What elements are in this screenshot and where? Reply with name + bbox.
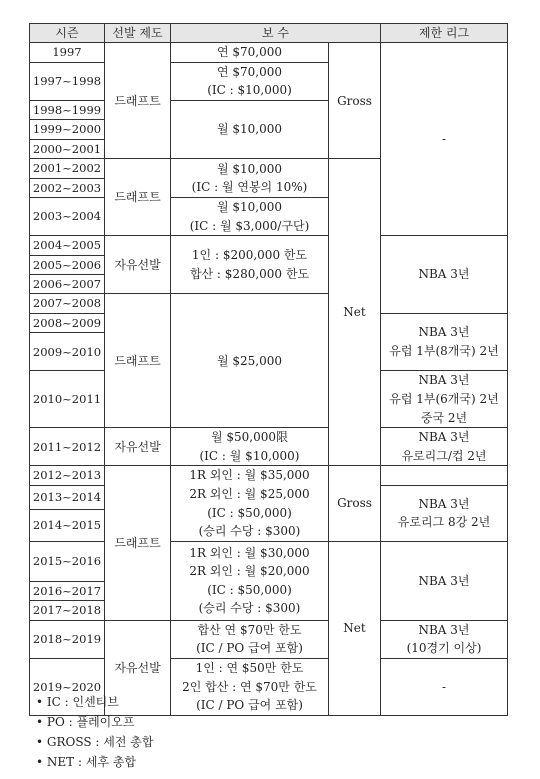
pay-cell: 월 $25,000 xyxy=(171,294,329,428)
season-cell: 2004~2005 xyxy=(30,236,105,255)
season-cell: 2016~2017 xyxy=(30,581,105,600)
season-cell: 1997~1998 xyxy=(30,62,105,100)
season-cell: 2013~2014 xyxy=(30,485,105,509)
footnote-net: • NET : 세후 총합 xyxy=(36,752,153,772)
table-row xyxy=(30,620,508,658)
league-cell: NBA 3년 xyxy=(381,236,508,314)
league-cell: NBA 3년 유럽 1부(6개국) 2년 중국 2년 xyxy=(381,371,508,428)
season-cell: 2005~2006 xyxy=(30,255,105,274)
footnote-po: • PO : 플레이오프 xyxy=(36,712,153,732)
league-cell: NBA 3년 xyxy=(381,541,508,620)
table-row xyxy=(30,466,508,485)
pay-cell: 1R 외인 : 월 $35,000 2R 외인 : 월 $25,000 (IC : $50,000) (승리 수당 : $300) xyxy=(171,466,329,541)
league-cell: NBA 3년 유럽 1부(8개국) 2년 xyxy=(381,313,508,370)
season-cell: 2015~2016 xyxy=(30,541,105,581)
draft-cell: 드래프트 xyxy=(105,466,171,620)
header-league: 제한 리그 xyxy=(381,24,508,43)
footnote-ic: • IC : 인센티브 xyxy=(36,692,153,712)
league-cell: - xyxy=(381,43,508,236)
table-row xyxy=(30,236,508,255)
pay-cell: 합산 연 $70만 한도 (IC / PO 급여 포함) xyxy=(171,620,329,658)
draft-cell: 자유선발 xyxy=(105,428,171,466)
league-cell: NBA 3년 유로리그/컵 2년 xyxy=(381,428,508,466)
season-cell: 2008~2009 xyxy=(30,313,105,332)
season-cell: 2010~2011 xyxy=(30,371,105,428)
season-cell: 2002~2003 xyxy=(30,178,105,197)
pay-type-cell: Net xyxy=(329,541,381,715)
league-cell xyxy=(381,466,508,485)
season-cell: 2018~2019 xyxy=(30,620,105,658)
pay-cell: 월 $10,000 (IC : 월 $3,000/구단) xyxy=(171,198,329,236)
season-cell: 2000~2001 xyxy=(30,139,105,158)
pay-cell: 1인 : 연 $50만 한도 2인 합산 : 연 $70만 한도 (IC / PO 급여 포함) xyxy=(171,658,329,715)
pay-type-cell: Gross xyxy=(329,466,381,541)
draft-cell: 드래프트 xyxy=(105,294,171,428)
draft-cell: 드래프트 xyxy=(105,43,171,159)
season-cell: 2001~2002 xyxy=(30,159,105,178)
season-cell: 1997 xyxy=(30,43,105,62)
season-cell: 2014~2015 xyxy=(30,509,105,541)
season-cell: 1999~2000 xyxy=(30,120,105,139)
pay-cell: 월 $50,000限 (IC : 월 $10,000) xyxy=(171,428,329,466)
header-pay: 보 수 xyxy=(171,24,381,43)
pay-cell: 월 $10,000 xyxy=(171,101,329,159)
table-row xyxy=(30,541,508,581)
pay-type-cell: Gross xyxy=(329,43,381,159)
foreign-player-rules-table xyxy=(29,23,508,716)
header-season: 시즌 xyxy=(30,24,105,43)
season-cell: 2009~2010 xyxy=(30,333,105,371)
season-cell: 2019~2020 xyxy=(30,658,105,715)
footnotes xyxy=(36,692,153,772)
pay-cell: 연 $70,000 xyxy=(171,43,329,62)
league-cell: NBA 3년 유로리그 8강 2년 xyxy=(381,485,508,541)
league-cell: - xyxy=(381,658,508,715)
pay-type-cell: Net xyxy=(329,159,381,466)
pay-cell: 1인 : $200,000 한도 합산 : $280,000 한도 xyxy=(171,236,329,294)
season-cell: 2007~2008 xyxy=(30,294,105,313)
draft-cell: 자유선발 xyxy=(105,620,171,715)
table-row xyxy=(30,43,508,62)
season-cell: 1998~1999 xyxy=(30,101,105,120)
draft-cell: 드래프트 xyxy=(105,159,171,236)
pay-cell: 1R 외인 : 월 $30,000 2R 외인 : 월 $20,000 (IC : $50,000) (승리 수당 : $300) xyxy=(171,541,329,620)
draft-cell: 자유선발 xyxy=(105,236,171,294)
pay-cell: 월 $10,000 (IC : 월 연봉의 10%) xyxy=(171,159,329,198)
league-cell: NBA 3년 (10경기 이상) xyxy=(381,620,508,658)
season-cell: 2012~2013 xyxy=(30,466,105,485)
season-cell: 2006~2007 xyxy=(30,275,105,294)
season-cell: 2003~2004 xyxy=(30,198,105,236)
header-row xyxy=(30,24,508,43)
season-cell: 2011~2012 xyxy=(30,428,105,466)
pay-cell: 연 $70,000 (IC : $10,000) xyxy=(171,62,329,100)
footnote-gross: • GROSS : 세전 총합 xyxy=(36,732,153,752)
table-row xyxy=(30,428,508,466)
header-draft: 선발 제도 xyxy=(105,24,171,43)
season-cell: 2017~2018 xyxy=(30,601,105,620)
